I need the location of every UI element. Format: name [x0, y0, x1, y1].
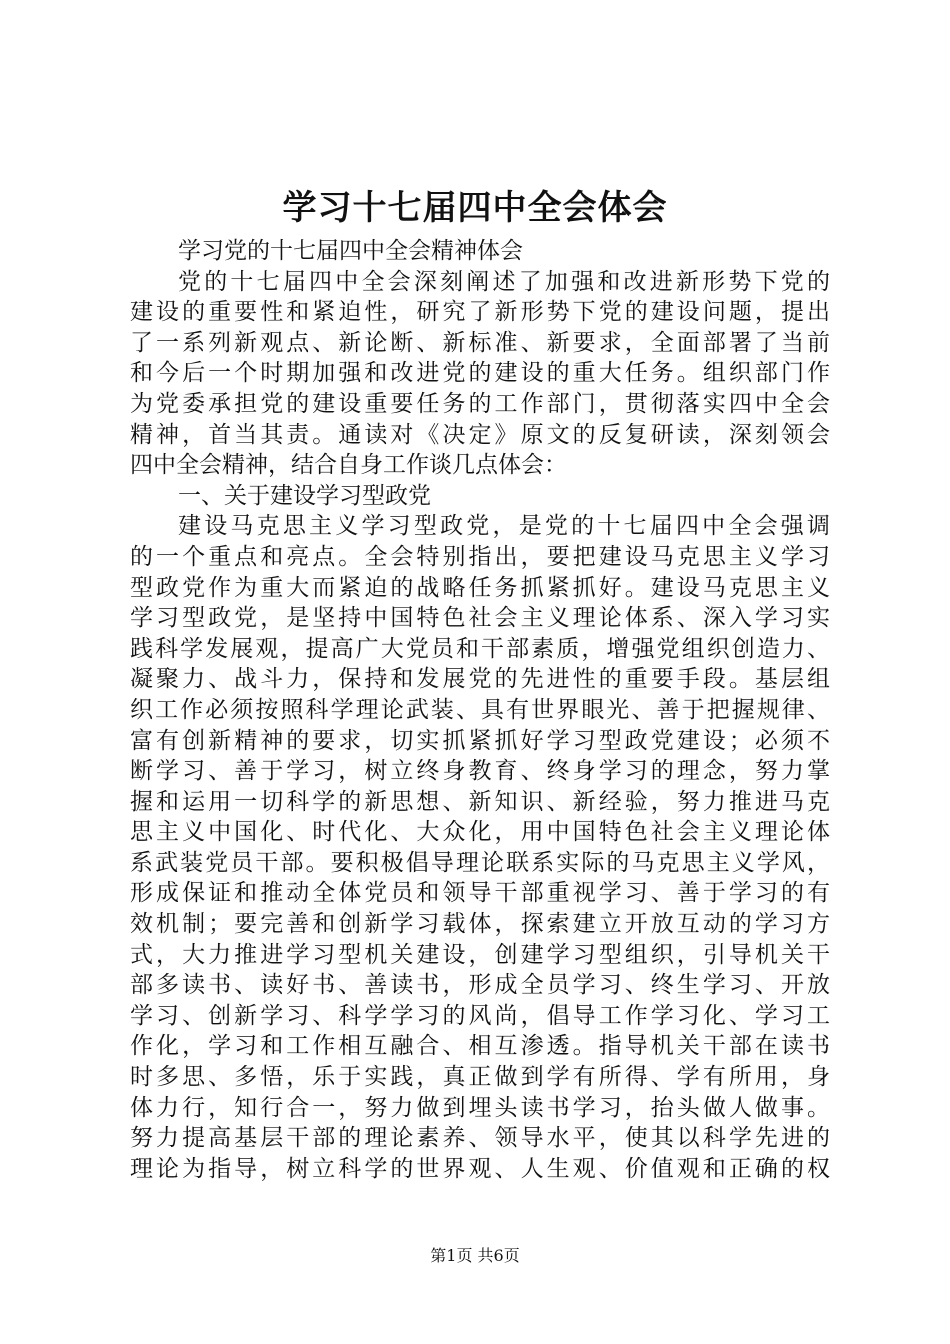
body-text-line: 党的十七届四中全会深刻阐述了加强和改进新形势下党的	[178, 268, 830, 295]
body-text-line: 系武装党员干部。要积极倡导理论联系实际的马克思主义学风，	[130, 849, 830, 876]
body-text-line: 织工作必须按照科学理论武装、具有世界眼光、善于把握规律、	[130, 696, 830, 723]
body-text-line: 富有创新精神的要求，切实抓紧抓好学习型政党建设；必须不	[130, 727, 830, 754]
body-text-line: 一、关于建设学习型政党	[178, 482, 431, 509]
body-text-line: 践科学发展观，提高广大党员和干部素质，增强党组织创造力、	[130, 635, 830, 662]
body-text-line: 建设马克思主义学习型政党，是党的十七届四中全会强调	[178, 513, 830, 540]
page-footer: 第1页 共6页	[430, 1246, 520, 1265]
body-text-line: 部多读书、读好书、善读书，形成全员学习、终生学习、开放	[130, 972, 830, 999]
body-text-line: 作化，学习和工作相互融合、相互渗透。指导机关干部在读书	[130, 1033, 830, 1060]
document-body	[130, 236, 830, 1184]
body-text-line: 为党委承担党的建设重要任务的工作部门，贯彻落实四中全会	[130, 390, 830, 417]
document-title: 学习十七届四中全会体会	[282, 188, 668, 228]
body-text-line: 思主义中国化、时代化、大众化，用中国特色社会主义理论体	[130, 819, 830, 846]
body-text-line: 的一个重点和亮点。全会特别指出，要把建设马克思主义学习	[130, 543, 830, 570]
body-text-line: 四中全会精神，结合自身工作谈几点体会：	[130, 452, 567, 479]
body-text-line: 精神，首当其责。通读对《决定》原文的反复研读，深刻领会	[130, 421, 830, 448]
body-text-line: 建设的重要性和紧迫性，研究了新形势下党的建设问题，提出	[130, 299, 830, 326]
body-text-line: 学习、创新学习、科学学习的风尚，倡导工作学习化、学习工	[130, 1002, 830, 1029]
body-text-line: 凝聚力、战斗力，保持和发展党的先进性的重要手段。基层组	[130, 666, 830, 693]
body-text-line: 了一系列新观点、新论断、新标准、新要求，全面部署了当前	[130, 329, 830, 356]
body-text-line: 型政党作为重大而紧迫的战略任务抓紧抓好。建设马克思主义	[130, 574, 830, 601]
body-text-line: 时多思、多悟，乐于实践，真正做到学有所得、学有所用，身	[130, 1064, 830, 1091]
body-text-line: 效机制；要完善和创新学习载体，探索建立开放互动的学习方	[130, 911, 830, 938]
body-text-line: 学习型政党，是坚持中国特色社会主义理论体系、深入学习实	[130, 605, 830, 632]
body-text-line: 和今后一个时期加强和改进党的建设的重大任务。组织部门作	[130, 360, 830, 387]
body-text-line: 学习党的十七届四中全会精神体会	[178, 238, 523, 264]
body-text-line: 式，大力推进学习型机关建设，创建学习型组织，引导机关干	[130, 941, 830, 968]
body-text-line: 形成保证和推动全体党员和领导干部重视学习、善于学习的有	[130, 880, 830, 907]
body-text-line: 断学习、善于学习，树立终身教育、终身学习的理念，努力掌	[130, 758, 830, 785]
body-text-line: 努力提高基层干部的理论素养、领导水平，使其以科学先进的	[130, 1125, 830, 1152]
body-text-line: 理论为指导，树立科学的世界观、人生观、价值观和正确的权	[130, 1155, 830, 1182]
body-text-line: 握和运用一切科学的新思想、新知识、新经验，努力推进马克	[130, 788, 830, 815]
body-text-line: 体力行，知行合一，努力做到埋头读书学习，抬头做人做事。	[130, 1094, 830, 1121]
